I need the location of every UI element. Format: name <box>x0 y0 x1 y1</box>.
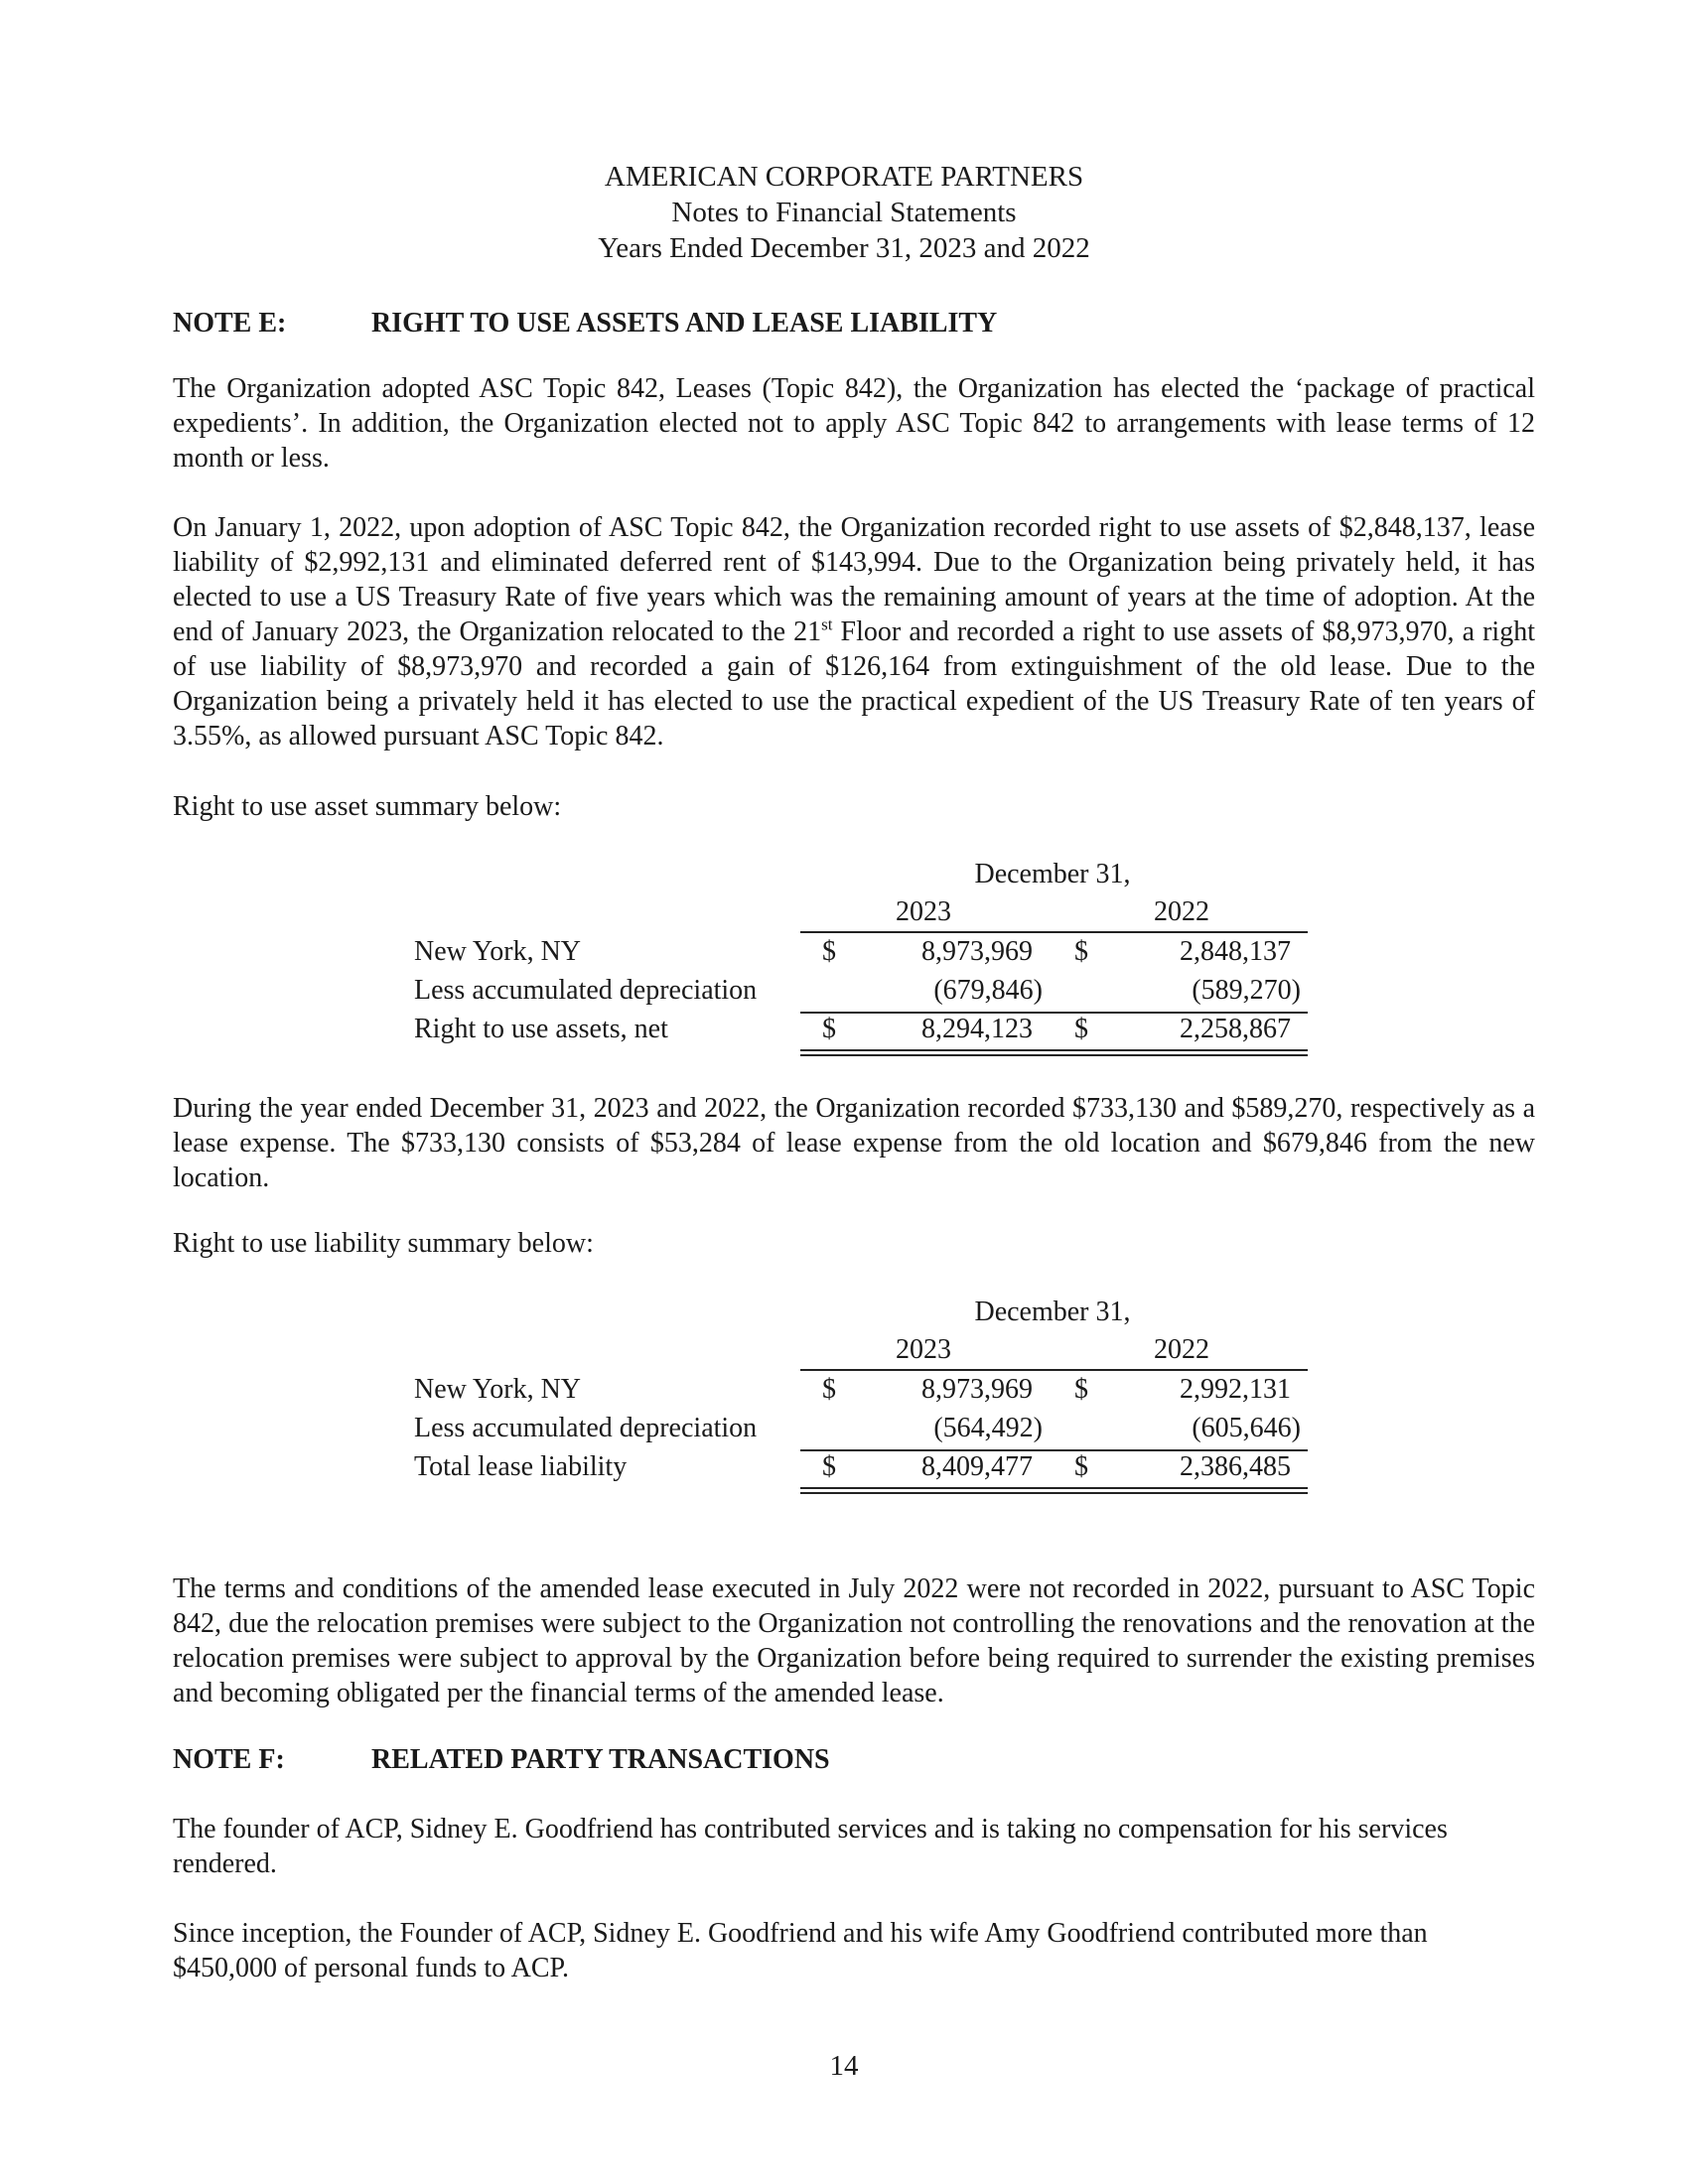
asset-row-value-2023: 8,294,123 <box>921 1014 1033 1044</box>
note-f-title: RELATED PARTY TRANSACTIONS <box>371 1744 830 1775</box>
asset-summary-label: Right to use asset summary below: <box>173 791 562 822</box>
note-e-paragraph-2 <box>173 510 1535 753</box>
liability-row-value-2022: 2,992,131 <box>1180 1374 1291 1405</box>
note-e-title: RIGHT TO USE ASSETS AND LEASE LIABILITY <box>371 308 998 339</box>
asset-table-year-2022: 2022 <box>1154 896 1209 927</box>
liability-row-currency: $ <box>1074 1374 1088 1405</box>
liability-table-header-rule <box>800 1369 1308 1371</box>
liability-row-currency: $ <box>822 1451 836 1482</box>
note-e-paragraph-1: The Organization adopted ASC Topic 842, Leases (Topic 842), the Organization has elected the ‘package of practical expedients’. In addition, the Organization elected not to apply ASC Topic 842 to arrangements with lease terms of 12 month or less. <box>173 373 1535 474</box>
asset-row-currency: $ <box>1074 1014 1088 1044</box>
liability-row-currency: $ <box>822 1374 836 1405</box>
asset-row-value-2022: 2,258,867 <box>1180 1014 1291 1044</box>
liability-table-total-rule-2 <box>800 1492 1308 1494</box>
page-number: 14 <box>829 2050 859 2082</box>
org-name: AMERICAN CORPORATE PARTNERS <box>604 161 1084 193</box>
liability-row-value-2023: 8,973,969 <box>921 1374 1033 1405</box>
note-e-paragraph-4: The terms and conditions of the amended lease executed in July 2022 were not recorded in 2022, pursuant to ASC Topic 842, due the relocation premises were subject to the Organization not controlling the renovations and the renovation at the relocation premises were subject to approval by the Organization before being required to surrender the existing premises and becoming obligated per the financial terms of the amended lease. <box>173 1573 1535 1708</box>
note-e-paragraph-2-part-a: On January 1, 2022, upon adoption of ASC Topic 842, the Organization recorded right to use assets of $2,848,137, lease liability of $2,992,131 and eliminated deferred rent of $143,994. Due to the Organization being privately held, it has elected to use a US Treasury Rate of five years which was the remaining amount of years at the time of adoption. At the end of January 2023, the Organization relocated to the 21 <box>173 512 1535 647</box>
asset-row-value-2022: (589,270) <box>1192 975 1301 1006</box>
liability-row-label: Less accumulated depreciation <box>414 1413 758 1443</box>
asset-table-header-rule <box>800 931 1308 933</box>
statement-subtitle: Notes to Financial Statements <box>671 197 1017 228</box>
liability-row-currency: $ <box>1074 1451 1088 1482</box>
asset-row-value-2023: 8,973,969 <box>921 936 1033 967</box>
note-f-number: NOTE F: <box>173 1744 285 1775</box>
asset-table-year-2023: 2023 <box>896 896 951 927</box>
liability-row-label: New York, NY <box>414 1374 582 1405</box>
liability-row-value-2022: 2,386,485 <box>1180 1451 1291 1482</box>
liability-summary-label: Right to use liability summary below: <box>173 1228 594 1259</box>
liability-row-value-2023: 8,409,477 <box>921 1451 1033 1482</box>
asset-row-currency: $ <box>1074 936 1088 967</box>
ordinal-suffix: st <box>821 614 833 634</box>
asset-row-label: Right to use assets, net <box>414 1014 668 1044</box>
asset-row-label: New York, NY <box>414 936 582 967</box>
asset-table-total-rule-2 <box>800 1054 1308 1056</box>
note-e-paragraph-2-part-b: Floor and recorded a right to use assets of $8,973,970, a right of use liability of $8,973,970 and recorded a gain of $126,164 from extinguishment of the old lease. Due to the Organization being a privately held it has elected to use the practical expedient of the US Treasury Rate of ten years of 3.55%, as allowed pursuant ASC Topic 842. <box>173 616 1535 751</box>
note-f-paragraph-2: Since inception, the Founder of ACP, Sidney E. Goodfriend and his wife Amy Goodfriend contributed more than $450,000 of personal funds to ACP. <box>173 1918 1428 1983</box>
asset-table-date-header: December 31, <box>974 859 1131 889</box>
liability-table-year-2022: 2022 <box>1154 1334 1209 1365</box>
asset-row-value-2023: (679,846) <box>933 975 1043 1006</box>
asset-table-total-rule-1 <box>800 1049 1308 1051</box>
note-e-number: NOTE E: <box>173 308 287 339</box>
note-f-paragraph-1: The founder of ACP, Sidney E. Goodfriend has contributed services and is taking no compensation for his services rendered. <box>173 1814 1448 1879</box>
asset-row-currency: $ <box>822 1014 836 1044</box>
asset-row-label: Less accumulated depreciation <box>414 975 758 1006</box>
note-e-paragraph-3: During the year ended December 31, 2023 and 2022, the Organization recorded $733,130 and $589,270, respectively as a lease expense. The $733,130 consists of $53,284 of lease expense from the old location and $679,846 from the new location. <box>173 1093 1535 1193</box>
asset-row-currency: $ <box>822 936 836 967</box>
liability-table-year-2023: 2023 <box>896 1334 951 1365</box>
asset-row-value-2022: 2,848,137 <box>1180 936 1291 967</box>
period-line: Years Ended December 31, 2023 and 2022 <box>598 232 1090 264</box>
liability-row-label: Total lease liability <box>414 1451 628 1482</box>
liability-row-value-2022: (605,646) <box>1192 1413 1301 1443</box>
liability-row-value-2023: (564,492) <box>933 1413 1043 1443</box>
liability-table-date-header: December 31, <box>974 1297 1131 1327</box>
liability-table-total-rule-1 <box>800 1487 1308 1489</box>
